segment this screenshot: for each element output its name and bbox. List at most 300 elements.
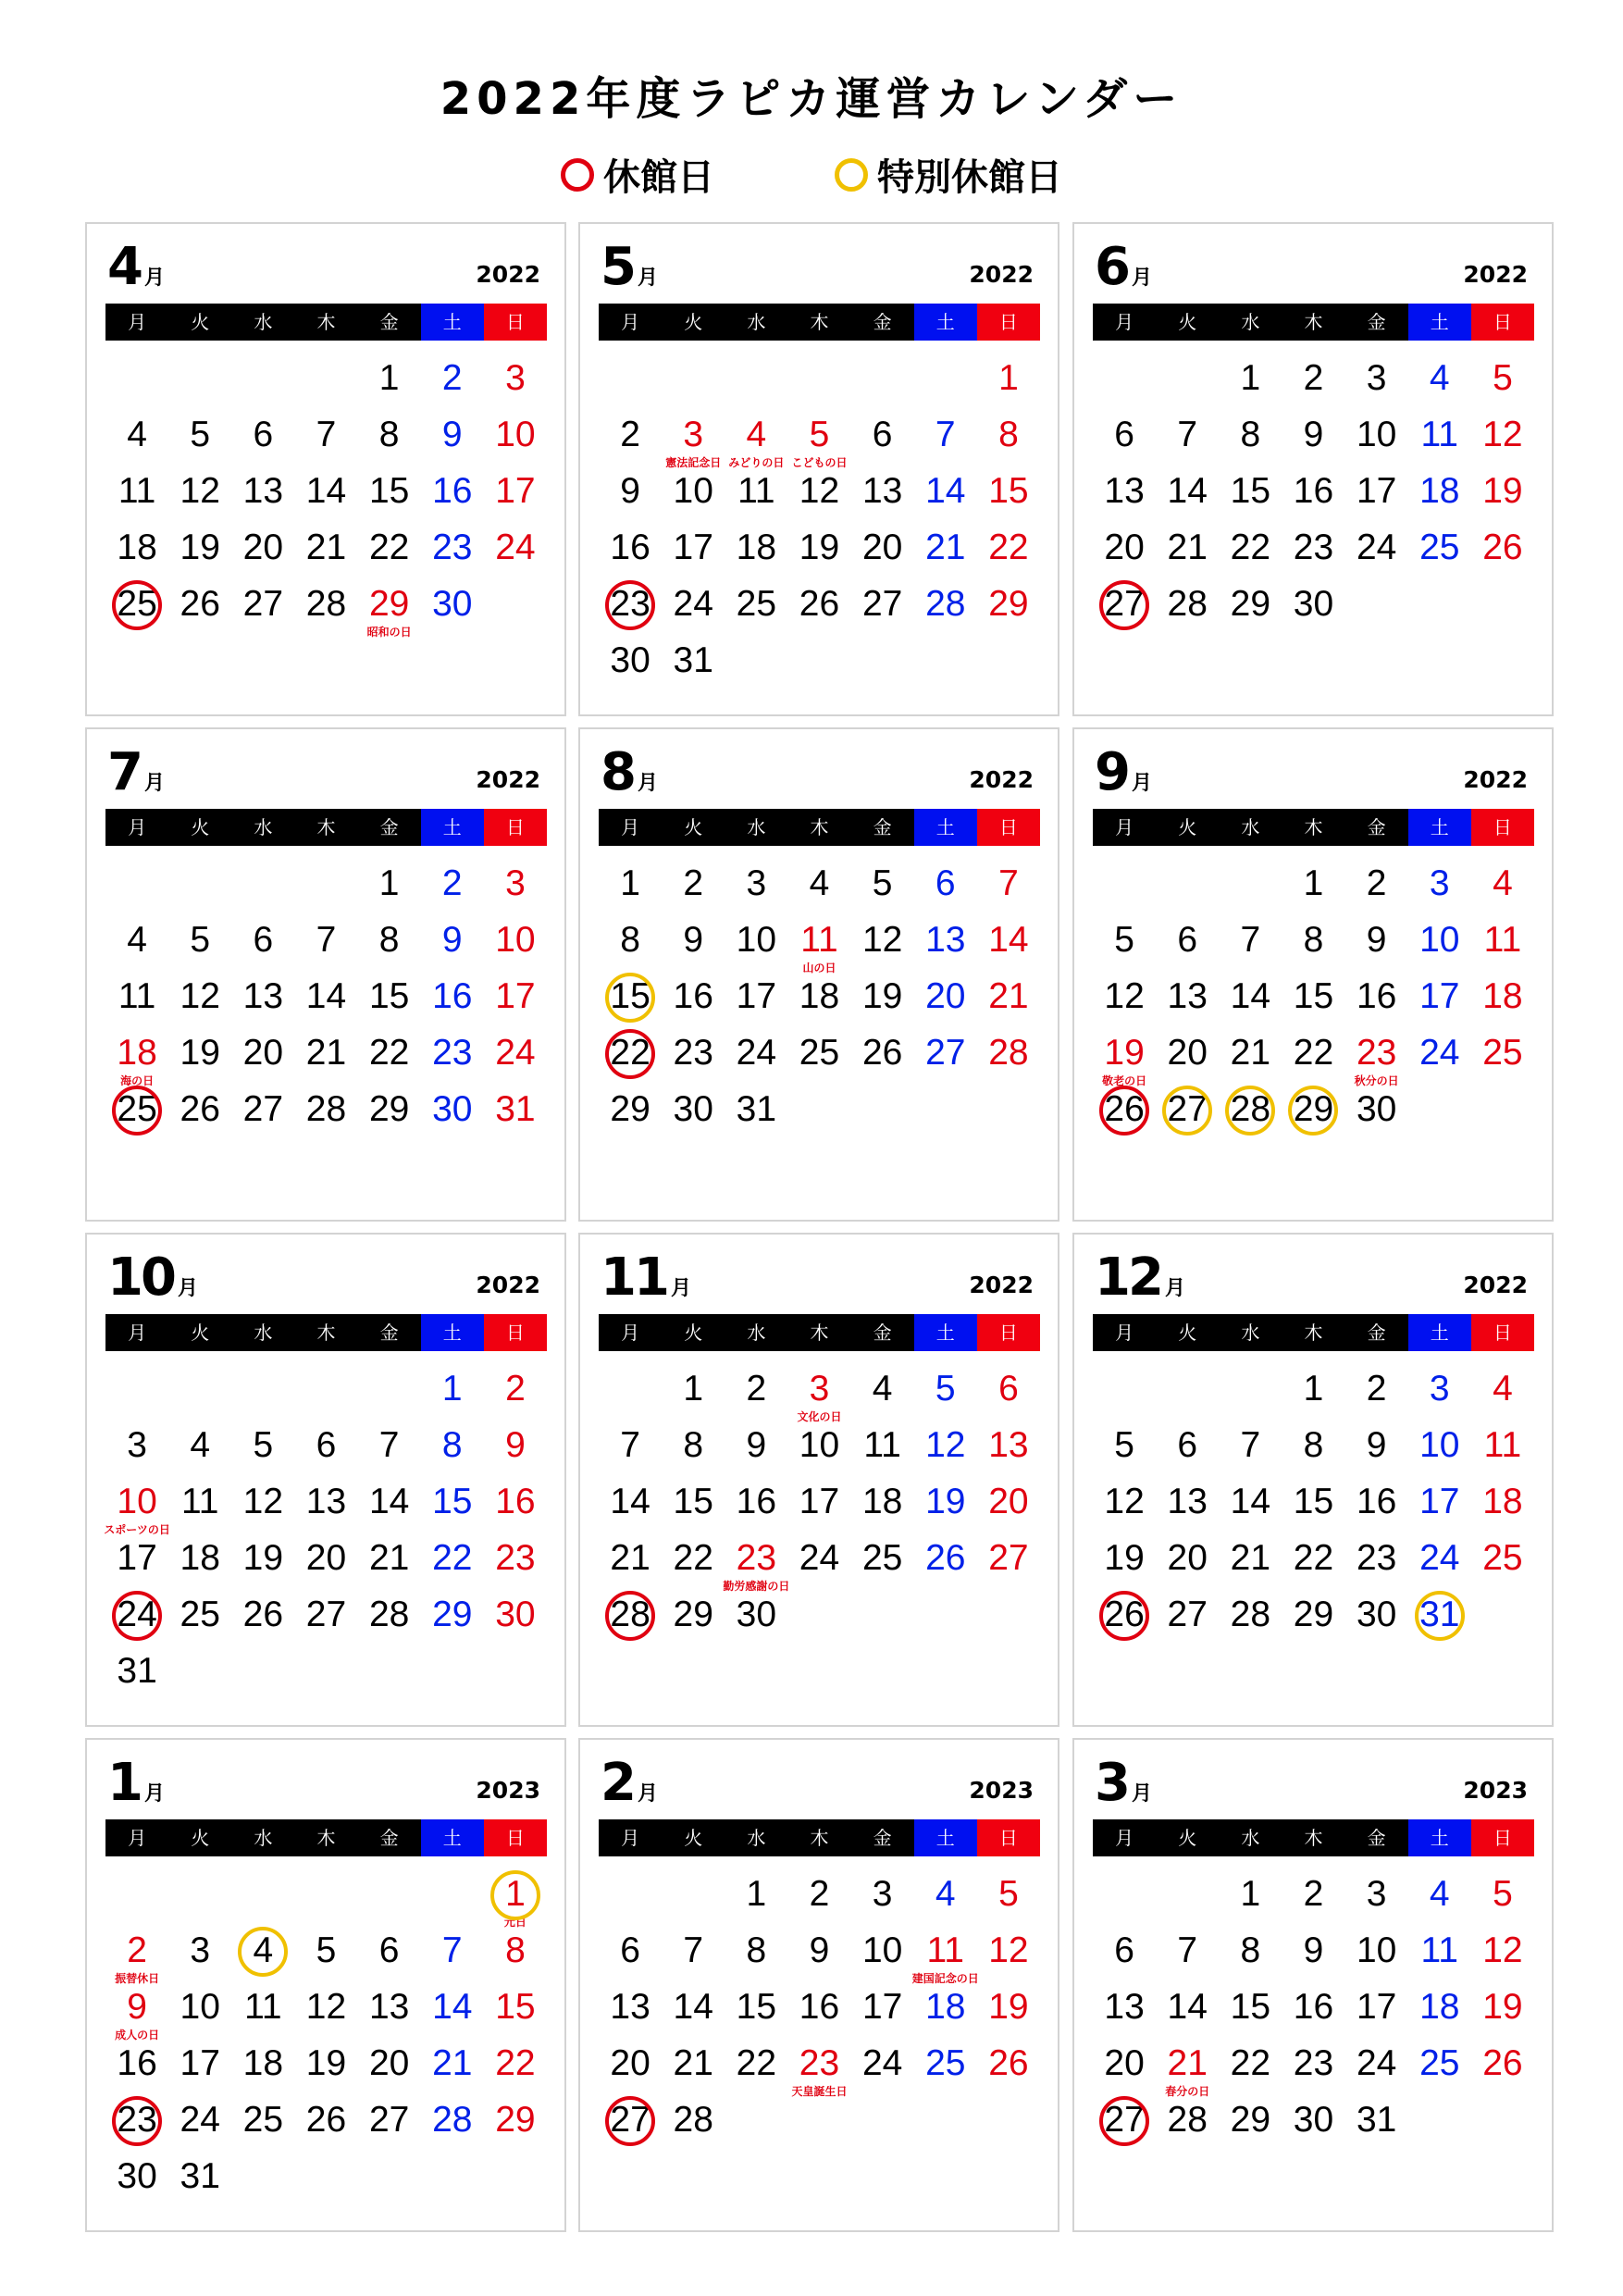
- day-cell: [725, 466, 787, 523]
- month-panel: [578, 727, 1059, 1222]
- day-number: 24: [495, 527, 536, 567]
- day-cell: [1345, 1926, 1408, 1982]
- day-cell: [1093, 1421, 1156, 1477]
- day-cell: [914, 2039, 977, 2095]
- week-row: [1093, 1085, 1534, 1141]
- day-cell: [1156, 915, 1219, 972]
- day-number: 3: [1429, 1369, 1450, 1409]
- weekday-header: 水: [231, 809, 294, 846]
- week-row: [105, 972, 547, 1028]
- month-number: 8: [601, 742, 634, 802]
- month-unit: 月: [143, 267, 165, 290]
- empty-cell: [1408, 2095, 1471, 2152]
- day-number: 23: [610, 584, 650, 624]
- day-number: 22: [368, 1033, 410, 1073]
- day-cell: [725, 1590, 787, 1646]
- day-number: 9: [441, 415, 463, 454]
- day-number: 12: [1482, 1930, 1523, 1970]
- day-cell: [231, 915, 294, 972]
- holiday-name: 敬老の日: [1102, 1074, 1147, 1087]
- week-row: [105, 354, 547, 410]
- day-cell: [484, 1364, 547, 1421]
- empty-cell: [484, 2152, 547, 2208]
- day-number: 1: [1240, 1874, 1261, 1914]
- month-heading: [107, 235, 165, 300]
- legend: [0, 148, 1623, 201]
- weekday-header: 木: [1282, 1819, 1344, 1856]
- day-number: 6: [378, 1930, 400, 1970]
- month-year: 2022: [476, 261, 540, 288]
- day-cell: [231, 1477, 294, 1533]
- day-cell: [105, 466, 168, 523]
- day-cell: [1471, 915, 1534, 972]
- weekday-bar: [105, 1819, 547, 1856]
- weekday-header: 日: [1471, 1819, 1534, 1856]
- day-number: 24: [1356, 527, 1397, 567]
- day-cell: [294, 466, 357, 523]
- day-cell: [484, 859, 547, 915]
- day-number: 16: [495, 1482, 536, 1521]
- day-cell: [1156, 1926, 1219, 1982]
- day-number: 28: [1230, 1595, 1271, 1634]
- day-number: 30: [736, 1595, 777, 1634]
- day-number: 22: [1293, 1033, 1334, 1073]
- day-cell: [1156, 2039, 1219, 2098]
- day-cell: [1471, 1533, 1534, 1590]
- day-cell: [1345, 2095, 1408, 2152]
- week-row: [1093, 1421, 1534, 1477]
- day-cell: [1156, 1421, 1219, 1477]
- day-number: 8: [1240, 415, 1261, 454]
- day-cell: [1345, 523, 1408, 579]
- day-number: 4: [1429, 1874, 1450, 1914]
- day-number: 1: [1240, 358, 1261, 398]
- legend-closed-label: 休館日: [603, 156, 715, 199]
- day-cell: [105, 1982, 168, 2042]
- day-number: 17: [495, 471, 536, 511]
- week-row: [1093, 2095, 1534, 2152]
- day-number: 22: [432, 1538, 473, 1578]
- day-number: 23: [495, 1538, 536, 1578]
- day-number: 5: [316, 1930, 337, 1970]
- weekday-header: 土: [1408, 1314, 1471, 1351]
- day-cell: [1219, 579, 1282, 636]
- day-number: 30: [1293, 584, 1334, 624]
- day-cell: [1282, 579, 1344, 636]
- month-year: 2022: [969, 261, 1034, 288]
- day-number: 30: [673, 1089, 713, 1129]
- day-cell: [168, 1421, 231, 1477]
- day-cell: [1471, 2039, 1534, 2095]
- day-cell: [851, 915, 914, 972]
- day-cell: [421, 1590, 484, 1646]
- day-number: 12: [180, 471, 220, 511]
- day-number: 8: [1303, 920, 1324, 960]
- day-cell: [1345, 466, 1408, 523]
- day-number: 27: [242, 584, 284, 624]
- day-cell: [977, 1028, 1040, 1085]
- day-number: 31: [1419, 1595, 1460, 1634]
- day-number: 17: [861, 1987, 903, 2027]
- empty-cell: [231, 1364, 294, 1421]
- week-row: [599, 1364, 1040, 1421]
- day-cell: [977, 972, 1040, 1028]
- day-cell: [787, 579, 850, 636]
- day-cell: [358, 2095, 421, 2152]
- day-cell: [421, 1085, 484, 1141]
- day-cell: [231, 1028, 294, 1085]
- weekday-header: 水: [231, 1314, 294, 1351]
- day-number: 25: [1482, 1538, 1523, 1578]
- day-cell: [358, 1421, 421, 1477]
- day-number: 19: [242, 1538, 284, 1578]
- day-number: 26: [1482, 2043, 1523, 2083]
- day-number: 14: [1230, 976, 1271, 1016]
- weekday-header: 木: [787, 1314, 850, 1351]
- day-number: 28: [432, 2100, 473, 2140]
- day-number: 22: [610, 1033, 650, 1073]
- day-number: 26: [1104, 1595, 1145, 1634]
- month-number: 7: [107, 742, 141, 802]
- weekday-header: 火: [168, 809, 231, 846]
- day-cell: [1471, 1028, 1534, 1085]
- month-year: 2022: [1463, 766, 1528, 793]
- day-cell: [977, 2039, 1040, 2095]
- day-cell: [662, 579, 725, 636]
- day-cell: [1471, 410, 1534, 466]
- weekday-header: 金: [851, 304, 914, 341]
- day-cell: [1345, 1869, 1408, 1926]
- holiday-name: 元日: [503, 1916, 527, 1929]
- day-cell: [484, 466, 547, 523]
- day-number: 25: [799, 1033, 840, 1073]
- day-cell: [1408, 1421, 1471, 1477]
- day-number: 27: [368, 2100, 410, 2140]
- week-row: [105, 1533, 547, 1590]
- empty-cell: [1093, 354, 1156, 410]
- empty-cell: [1408, 1085, 1471, 1141]
- day-number: 7: [316, 920, 337, 960]
- week-row: [599, 1982, 1040, 2039]
- weekday-header: 火: [662, 1314, 725, 1351]
- week-row: [105, 915, 547, 972]
- week-row: [105, 1869, 547, 1929]
- day-cell: [231, 579, 294, 636]
- day-number: 16: [432, 976, 473, 1016]
- day-number: 26: [925, 1538, 966, 1578]
- holiday-name: みどりの日: [728, 456, 785, 469]
- day-cell: [1471, 523, 1534, 579]
- day-number: 6: [1177, 920, 1198, 960]
- day-number: 7: [683, 1930, 704, 1970]
- day-cell: [851, 1028, 914, 1085]
- empty-cell: [851, 1085, 914, 1141]
- day-cell: [1219, 466, 1282, 523]
- empty-cell: [1156, 354, 1219, 410]
- day-cell: [1156, 1590, 1219, 1646]
- day-number: 14: [988, 920, 1029, 960]
- week-row: [599, 1028, 1040, 1085]
- day-number: 4: [872, 1369, 893, 1409]
- weekday-header: 金: [1345, 1314, 1408, 1351]
- weekday-header: 木: [294, 1819, 357, 1856]
- day-number: 5: [872, 863, 893, 903]
- day-number: 5: [1114, 1425, 1134, 1465]
- day-cell: [599, 636, 662, 692]
- day-cell: [1156, 972, 1219, 1028]
- weekday-header: 木: [787, 1819, 850, 1856]
- day-cell: [977, 1533, 1040, 1590]
- weekday-header: 水: [231, 304, 294, 341]
- day-cell: [1471, 1421, 1534, 1477]
- day-cell: [168, 2039, 231, 2095]
- day-number: 12: [925, 1425, 966, 1465]
- day-number: 18: [736, 527, 777, 567]
- day-cell: [105, 2039, 168, 2095]
- day-number: 2: [683, 863, 704, 903]
- day-cell: [1156, 579, 1219, 636]
- day-cell: [1156, 1533, 1219, 1590]
- day-number: 26: [242, 1595, 284, 1634]
- day-number: 5: [253, 1425, 274, 1465]
- day-cell: [1471, 354, 1534, 410]
- week-row: [105, 1085, 547, 1141]
- week-row: [105, 1421, 547, 1477]
- day-number: 27: [925, 1033, 966, 1073]
- day-cell: [725, 1028, 787, 1085]
- day-number: 8: [441, 1425, 463, 1465]
- day-number: 5: [809, 415, 830, 454]
- weekday-header: 月: [599, 1314, 662, 1351]
- day-cell: [1408, 1590, 1471, 1646]
- day-cell: [662, 466, 725, 523]
- day-cell: [1219, 2095, 1282, 2152]
- day-number: 10: [495, 415, 536, 454]
- empty-cell: [1093, 1364, 1156, 1421]
- weekday-header: 日: [484, 809, 547, 846]
- day-cell: [1219, 2039, 1282, 2095]
- weekday-header: 日: [484, 1819, 547, 1856]
- month-heading: [107, 1246, 198, 1310]
- day-cell: [977, 1869, 1040, 1926]
- day-number: 10: [180, 1987, 220, 2027]
- day-cell: [914, 972, 977, 1028]
- weekday-header: 木: [787, 304, 850, 341]
- day-number: 27: [1167, 1089, 1208, 1129]
- day-cell: [662, 1421, 725, 1477]
- day-cell: [1345, 1533, 1408, 1590]
- weekday-bar: [1093, 304, 1534, 341]
- day-number: 1: [378, 863, 400, 903]
- day-cell: [725, 1982, 787, 2039]
- day-number: 13: [1104, 1987, 1145, 2027]
- day-cell: [1345, 1477, 1408, 1533]
- empty-cell: [1093, 1869, 1156, 1926]
- month-unit: 月: [637, 772, 658, 795]
- weekday-bar: [105, 809, 547, 846]
- day-cell: [1219, 1869, 1282, 1926]
- day-cell: [1282, 2039, 1344, 2095]
- day-cell: [599, 1533, 662, 1590]
- week-row: [1093, 915, 1534, 972]
- holiday-name: 勤労感謝の日: [723, 1580, 790, 1593]
- day-cell: [231, 1421, 294, 1477]
- day-cell: [168, 523, 231, 579]
- day-number: 5: [190, 920, 211, 960]
- day-cell: [421, 1364, 484, 1421]
- empty-cell: [105, 1869, 168, 1926]
- day-number: 1: [1303, 863, 1324, 903]
- empty-cell: [599, 354, 662, 410]
- day-number: 4: [746, 415, 767, 454]
- day-cell: [484, 1421, 547, 1477]
- day-cell: [421, 859, 484, 915]
- day-number: 15: [495, 1987, 536, 2027]
- day-cell: [851, 1421, 914, 1477]
- day-number: 2: [809, 1874, 830, 1914]
- day-number: 23: [1356, 1033, 1397, 1073]
- day-cell: [1345, 915, 1408, 972]
- day-cell: [358, 1926, 421, 1982]
- weekday-bar: [105, 1314, 547, 1351]
- weekday-header: 金: [358, 809, 421, 846]
- weekday-header: 金: [1345, 809, 1408, 846]
- day-cell: [1282, 972, 1344, 1028]
- day-cell: [1471, 1926, 1534, 1982]
- empty-cell: [294, 1646, 357, 1703]
- weekday-header: 火: [1156, 1819, 1219, 1856]
- day-cell: [358, 579, 421, 639]
- day-number: 28: [1230, 1089, 1271, 1129]
- day-number: 26: [861, 1033, 903, 1073]
- day-number: 30: [495, 1595, 536, 1634]
- weekday-header: 火: [1156, 304, 1219, 341]
- day-cell: [725, 1477, 787, 1533]
- day-cell: [851, 466, 914, 523]
- day-number: 17: [673, 527, 713, 567]
- day-number: 10: [673, 471, 713, 511]
- day-number: 30: [432, 584, 473, 624]
- day-number: 16: [1293, 471, 1334, 511]
- week-row: [105, 1028, 547, 1085]
- day-cell: [231, 1926, 294, 1982]
- day-cell: [1282, 1982, 1344, 2039]
- day-cell: [294, 2039, 357, 2095]
- day-cell: [1345, 1421, 1408, 1477]
- day-cell: [358, 354, 421, 410]
- day-number: 10: [1419, 1425, 1460, 1465]
- red-ring-icon: [561, 158, 594, 192]
- day-number: 26: [988, 2043, 1029, 2083]
- month-year: 2022: [1463, 1272, 1528, 1298]
- day-number: 6: [935, 863, 956, 903]
- weekday-header: 水: [725, 1819, 787, 1856]
- day-number: 4: [1493, 1369, 1513, 1409]
- day-number: 1: [746, 1874, 767, 1914]
- day-number: 27: [1104, 584, 1145, 624]
- day-number: 22: [988, 527, 1029, 567]
- day-cell: [358, 1590, 421, 1646]
- month-year: 2023: [1463, 1777, 1528, 1804]
- day-number: 14: [432, 1987, 473, 2027]
- day-number: 5: [190, 415, 211, 454]
- day-number: 15: [368, 471, 410, 511]
- empty-cell: [1345, 579, 1408, 636]
- month-unit: 月: [670, 1277, 691, 1300]
- day-grid: [599, 859, 1040, 1141]
- day-cell: [1219, 1421, 1282, 1477]
- day-cell: [1093, 1085, 1156, 1141]
- day-number: 24: [180, 2100, 220, 2140]
- weekday-header: 土: [421, 304, 484, 341]
- day-cell: [484, 1085, 547, 1141]
- day-cell: [1282, 354, 1344, 410]
- month-number: 4: [107, 237, 141, 297]
- day-number: 10: [495, 920, 536, 960]
- day-grid: [105, 354, 547, 639]
- day-cell: [599, 1085, 662, 1141]
- day-cell: [1282, 523, 1344, 579]
- holiday-name: スポーツの日: [104, 1523, 170, 1536]
- empty-cell: [1156, 1364, 1219, 1421]
- weekday-header: 水: [725, 1314, 787, 1351]
- week-row: [1093, 2039, 1534, 2098]
- empty-cell: [231, 354, 294, 410]
- day-number: 18: [1419, 471, 1460, 511]
- day-number: 24: [1419, 1033, 1460, 1073]
- month-unit: 月: [637, 267, 658, 290]
- empty-cell: [787, 1085, 850, 1141]
- day-number: 3: [1366, 358, 1387, 398]
- day-number: 17: [117, 1538, 157, 1578]
- day-number: 18: [861, 1482, 903, 1521]
- day-cell: [1093, 1590, 1156, 1646]
- day-number: 20: [861, 527, 903, 567]
- day-number: 9: [1366, 1425, 1387, 1465]
- weekday-header: 木: [294, 809, 357, 846]
- day-number: 23: [736, 1538, 777, 1578]
- day-cell: [662, 915, 725, 972]
- day-cell: [105, 1926, 168, 1985]
- day-cell: [977, 1982, 1040, 2039]
- day-number: 2: [1366, 863, 1387, 903]
- week-row: [105, 1364, 547, 1421]
- day-number: 13: [610, 1987, 650, 2027]
- holiday-name: 振替休日: [115, 1972, 160, 1985]
- day-number: 8: [378, 415, 400, 454]
- day-cell: [1345, 1982, 1408, 2039]
- day-number: 25: [1482, 1033, 1523, 1073]
- day-cell: [977, 466, 1040, 523]
- week-row: [105, 1926, 547, 1985]
- day-cell: [1408, 354, 1471, 410]
- day-number: 26: [180, 584, 220, 624]
- day-cell: [914, 579, 977, 636]
- day-number: 7: [378, 1425, 400, 1465]
- day-number: 29: [1230, 584, 1271, 624]
- weekday-bar: [599, 304, 1040, 341]
- day-cell: [358, 972, 421, 1028]
- weekday-header: 月: [1093, 304, 1156, 341]
- day-cell: [725, 579, 787, 636]
- weekday-header: 日: [1471, 809, 1534, 846]
- day-cell: [358, 410, 421, 466]
- day-number: 2: [441, 358, 463, 398]
- day-cell: [168, 1533, 231, 1590]
- day-cell: [1282, 859, 1344, 915]
- day-cell: [851, 1533, 914, 1590]
- day-cell: [1282, 1533, 1344, 1590]
